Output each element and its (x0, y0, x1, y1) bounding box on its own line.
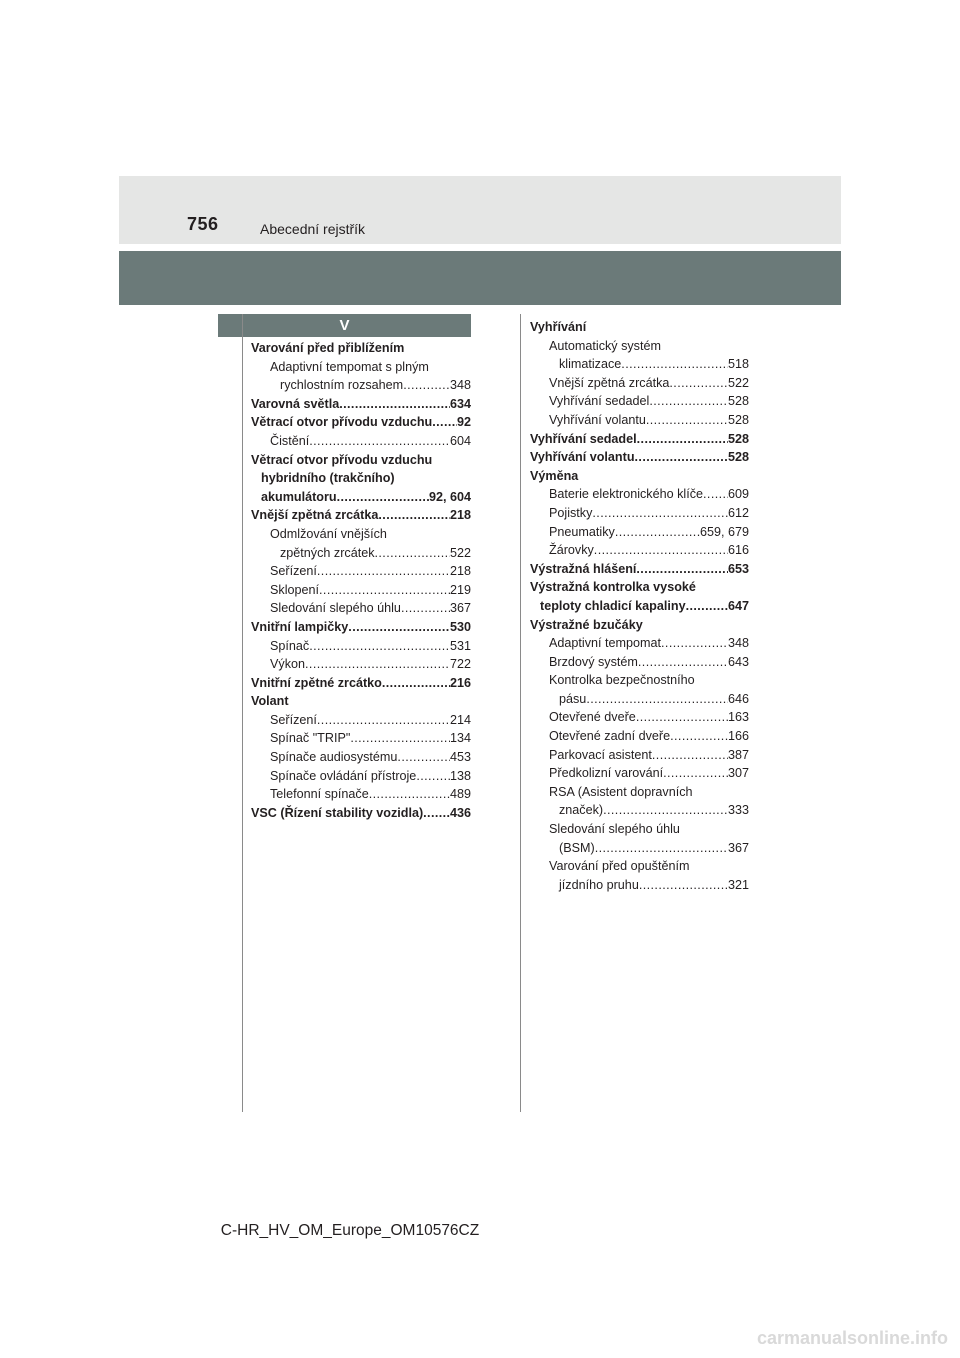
index-entry (530, 746, 749, 765)
index-entry (530, 708, 749, 727)
index-entry (251, 637, 471, 656)
index-entry-page: 612 (727, 505, 749, 520)
index-entry-text: Sledování slepého úhlu (270, 601, 401, 616)
index-entry-page: 522 (727, 375, 749, 390)
index-entry-page: 218 (449, 564, 471, 579)
index-entry-page: 489 (449, 787, 471, 802)
index-entry-page: 216 (449, 675, 471, 690)
index-entry (530, 374, 749, 393)
section-title: Abecední rejstřík (260, 221, 366, 237)
index-entry-page: 436 (449, 805, 471, 820)
index-entry-text: Větrací otvor přívodu vzduchu (251, 452, 433, 467)
index-entry-text: RSA (Asistent dopravních (549, 784, 693, 799)
dot-leader (669, 374, 728, 393)
index-entry-page: 163 (727, 710, 749, 725)
index-entry-page: 453 (449, 750, 471, 765)
index-entry-page: 604 (449, 433, 471, 448)
index-entry-text: Seřízení (270, 712, 317, 727)
index-entry (251, 599, 471, 618)
index-entry (530, 467, 749, 486)
index-entry (251, 525, 471, 544)
column-divider-middle (520, 314, 521, 1112)
index-entry-page: 321 (727, 877, 749, 892)
index-entry-text: Spínače audiosystému (270, 750, 398, 765)
index-entry (530, 430, 749, 449)
index-column-left (251, 339, 471, 822)
index-entry-text: Seřízení (270, 564, 317, 579)
index-entry (530, 504, 749, 523)
index-entry-text: Spínače ovládání přístroje (270, 768, 417, 783)
index-column-right (530, 318, 749, 894)
dot-leader (646, 411, 728, 430)
dot-leader (595, 839, 728, 858)
dot-leader (703, 485, 728, 504)
index-entry-page: 138 (449, 768, 471, 783)
index-entry (251, 562, 471, 581)
index-entry (530, 801, 749, 820)
index-entry (530, 634, 749, 653)
index-entry-page: 518 (727, 357, 749, 372)
dot-leader (621, 355, 728, 374)
index-entry-page: 659, 679 (699, 524, 749, 539)
dot-leader (603, 801, 728, 820)
dot-leader (350, 729, 450, 748)
index-entry-text: Kontrolka bezpečnostního (549, 673, 695, 688)
index-entry (530, 616, 749, 635)
dot-leader (378, 506, 450, 525)
index-entry-text: Otevřené dveře (549, 710, 636, 725)
watermark-text: carmanualsonline.info (756, 1328, 948, 1348)
header-dark-band (119, 251, 841, 305)
dot-leader (637, 430, 728, 449)
index-letter-heading: V (218, 314, 471, 337)
index-entry-text: Větrací otvor přívodu vzduchu (251, 415, 433, 430)
index-entry (530, 727, 749, 746)
index-entry-text: akumulátoru (261, 489, 337, 504)
index-entry (530, 448, 749, 467)
index-entry (530, 839, 749, 858)
index-entry (251, 804, 471, 823)
index-entry-text: Vnitřní zpětné zrcátko (251, 675, 382, 690)
dot-leader (317, 562, 450, 581)
index-entry (251, 729, 471, 748)
index-entry-page: 609 (727, 487, 749, 502)
index-entry (530, 411, 749, 430)
index-entry-page: 92 (456, 415, 471, 430)
index-entry-text: Automatický systém (549, 338, 661, 353)
index-entry-page: 646 (727, 691, 749, 706)
dot-leader (397, 748, 450, 767)
index-entry (530, 523, 749, 542)
index-entry-page: 531 (449, 638, 471, 653)
index-entry-text: Předkolizní varování (549, 766, 664, 781)
dot-leader (615, 523, 700, 542)
index-entry-text: Sledování slepého úhlu (549, 822, 680, 837)
index-entry-text: Baterie elektronického klíče (549, 487, 704, 502)
index-entry-text: Spínač (270, 638, 310, 653)
index-entry-text: Vnější zpětná zrcátka (251, 508, 379, 523)
index-entry (530, 337, 749, 356)
index-entry-text: Telefonní spínače (270, 787, 369, 802)
index-entry-text: VSC (Řízení stability vozidla) (251, 805, 424, 820)
index-entry (530, 857, 749, 876)
index-entry-text: Výstražná hlášení (530, 561, 637, 576)
dot-leader (636, 560, 728, 579)
index-entry-page: 92, 604 (428, 489, 471, 504)
index-entry (530, 597, 749, 616)
index-entry-page: 367 (449, 601, 471, 616)
dot-leader (375, 544, 450, 563)
index-entry-page: 348 (727, 636, 749, 651)
index-entry-text: Vnitřní lampičky (251, 619, 349, 634)
index-entry-page: 348 (449, 378, 471, 393)
dot-leader (416, 767, 450, 786)
dot-leader (592, 504, 728, 523)
index-entry-page: 307 (727, 766, 749, 781)
index-entry (251, 376, 471, 395)
index-entry-text: Pojistky (549, 505, 593, 520)
index-entry-page: 134 (449, 731, 471, 746)
index-entry (251, 581, 471, 600)
index-entry-text: Volant (251, 694, 289, 709)
index-entry (251, 358, 471, 377)
index-entry-text: Varování před opuštěním (549, 859, 690, 874)
index-entry-text: Výstražná kontrolka vysoké (530, 580, 696, 595)
index-entry-text: teploty chladicí kapaliny (540, 598, 686, 613)
dot-leader (432, 413, 457, 432)
index-entry-text: Sklopení (270, 582, 320, 597)
index-entry-text: Odmlžování vnějších (270, 526, 387, 541)
page-number: 756 (187, 214, 219, 234)
index-entry-text: Varování před přiblížením (251, 341, 405, 355)
index-entry-page: 522 (449, 545, 471, 560)
index-entry (251, 655, 471, 674)
dot-leader (661, 634, 728, 653)
index-entry (530, 355, 749, 374)
index-entry-text: Vnější zpětná zrcátka (549, 375, 670, 390)
dot-leader (317, 711, 450, 730)
index-entry-text: Adaptivní tempomat s plným (270, 359, 429, 374)
index-entry-text: Výstražné bzučáky (530, 617, 643, 632)
index-entry (530, 671, 749, 690)
index-entry-text: Brzdový systém (549, 654, 638, 669)
index-entry-text: Spínač "TRIP" (270, 731, 351, 746)
dot-leader (652, 746, 728, 765)
index-entry-page: 367 (727, 840, 749, 855)
index-entry (530, 560, 749, 579)
index-entry-text: rychlostním rozsahem (280, 378, 404, 393)
index-entry (251, 432, 471, 451)
index-entry-text: Vyhřívání (530, 320, 587, 334)
dot-leader (663, 764, 728, 783)
dot-leader (638, 653, 728, 672)
column-divider-left (242, 314, 243, 1112)
dot-leader (305, 655, 450, 674)
index-entry (251, 506, 471, 525)
index-entry (251, 488, 471, 507)
dot-leader (337, 488, 429, 507)
index-entry (530, 485, 749, 504)
index-entry (530, 578, 749, 597)
index-entry-page: 653 (727, 561, 749, 576)
index-entry-text: značek) (559, 803, 604, 818)
index-entry (530, 876, 749, 895)
index-entry-text: (BSM) (559, 840, 595, 855)
index-entry-text: Varovná světla (251, 396, 340, 411)
index-entry-text: Žárovky (549, 543, 594, 558)
index-entry (251, 618, 471, 637)
index-entry-text: jízdního pruhu (559, 877, 639, 892)
index-entry (251, 748, 471, 767)
index-entry-page: 218 (449, 508, 471, 523)
index-entry (530, 318, 749, 337)
index-entry-page: 528 (727, 412, 749, 427)
dot-leader (348, 618, 450, 637)
index-entry (251, 711, 471, 730)
dot-leader (636, 708, 728, 727)
dot-leader (423, 804, 450, 823)
index-entry (251, 692, 471, 711)
index-entry (251, 544, 471, 563)
index-entry-page: 333 (727, 803, 749, 818)
index-entry (530, 764, 749, 783)
index-entry-page: 219 (449, 582, 471, 597)
dot-leader (403, 376, 450, 395)
index-entry-text: Otevřené zadní dveře (549, 729, 671, 744)
index-entry-page: 214 (449, 712, 471, 727)
index-entry-text: Vyhřívání sedadel (549, 394, 650, 409)
index-entry (530, 820, 749, 839)
index-entry-page: 643 (727, 654, 749, 669)
index-entry-page: 634 (449, 396, 471, 411)
index-entry (530, 392, 749, 411)
dot-leader (670, 727, 728, 746)
index-entry (251, 339, 471, 358)
index-entry (251, 767, 471, 786)
dot-leader (686, 597, 728, 616)
index-entry (530, 653, 749, 672)
index-entry-text: Parkovací asistent (549, 747, 652, 762)
index-entry (251, 785, 471, 804)
index-entry-page: 616 (727, 543, 749, 558)
index-entry (251, 674, 471, 693)
dot-leader (319, 581, 450, 600)
dot-leader (382, 674, 450, 693)
dot-leader (309, 432, 450, 451)
index-entry (530, 690, 749, 709)
index-entry (251, 395, 471, 414)
index-entry-page: 387 (727, 747, 749, 762)
dot-leader (639, 876, 728, 895)
index-entry-page: 530 (449, 619, 471, 634)
index-entry-page: 528 (727, 450, 749, 465)
index-entry (251, 469, 471, 488)
header-band (119, 176, 841, 244)
index-entry-page: 528 (727, 431, 749, 446)
index-entry-page: 528 (727, 394, 749, 409)
dot-leader (594, 541, 728, 560)
index-entry-text: zpětných zrcátek (280, 545, 375, 560)
dot-leader (339, 395, 450, 414)
index-entry (251, 451, 471, 470)
index-entry-text: Pneumatiky (549, 524, 615, 539)
dot-leader (635, 448, 728, 467)
dot-leader (649, 392, 728, 411)
index-entry-text: Adaptivní tempomat (549, 636, 662, 651)
index-entry-text: Vyhřívání sedadel (530, 431, 637, 446)
index-entry-page: 722 (449, 657, 471, 672)
index-entry-text: Vyhřívání volantu (549, 412, 646, 427)
dot-leader (586, 690, 728, 709)
dot-leader (309, 637, 450, 656)
index-entry-text: Výměna (530, 468, 579, 483)
index-entry-page: 647 (727, 598, 749, 613)
index-entry (251, 413, 471, 432)
index-entry-page: 166 (727, 729, 749, 744)
index-entry-text: Výkon (270, 657, 306, 672)
dot-leader (401, 599, 450, 618)
document-code: C-HR_HV_OM_Europe_OM10576CZ (220, 1222, 480, 1239)
index-entry (530, 541, 749, 560)
index-entry-text: hybridního (trakčního) (261, 471, 395, 486)
dot-leader (369, 785, 450, 804)
index-entry-text: pásu (559, 691, 587, 706)
index-entry-text: Vyhřívání volantu (530, 450, 635, 465)
index-entry-text: Čistění (270, 433, 310, 448)
index-entry (530, 783, 749, 802)
index-entry-text: klimatizace (559, 357, 622, 372)
